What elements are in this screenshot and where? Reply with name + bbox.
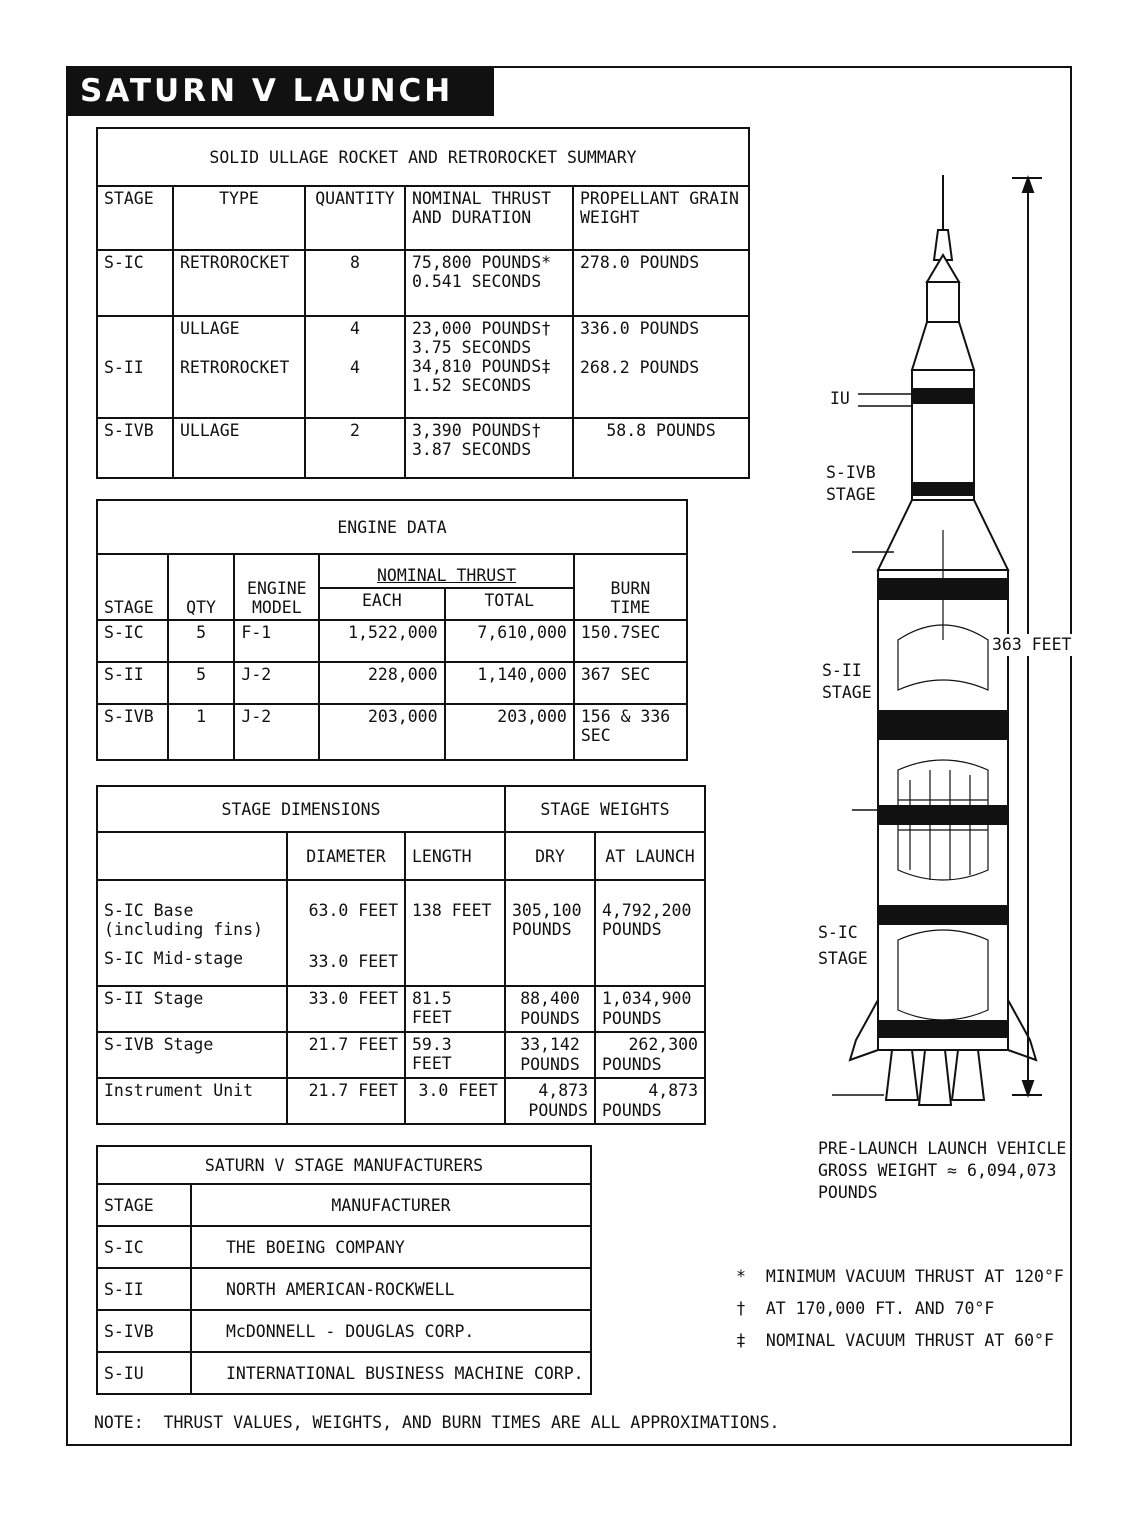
manufacturers-table: SATURN V STAGE MANUFACTURERS STAGE MANUFACTURER S-IC THE BOEING COMPANY S-II NORTH AMERICAN-ROCKWELL S-IVB McDONNELL - DOUGLAS CORP. S-IU INTERNATIONAL BUSINESS MACHINE CORP. <box>96 1145 592 1395</box>
col-thrust: NOMINAL THRUST AND DURATION <box>405 186 573 250</box>
table-row: S-IU INTERNATIONAL BUSINESS MACHINE CORP. <box>97 1352 591 1394</box>
stage-dimensions-table: STAGE DIMENSIONS STAGE WEIGHTS DIAMETER LENGTH DRY AT LAUNCH S-IC Base (including fins) S-IC Mid-stage 63.0 FEET 33.0 FEET 138 FEET 305,100 POUNDS 4,792,200 POUNDS S-II Stage 33.0 FEET 81.5 FEET 88,400 POUNDS 1,034,900 POUNDS S-IVB Stage 21.7 FEET 59.3 FEET 33,142 POUNDS 262,300 POUNDS Instrument Unit 21.7 FEET 3.0 FEET 4,873 POUNDS 4,873 POUNDS <box>96 785 706 1125</box>
footnote: * MINIMUM VACUUM THRUST AT 120°F <box>736 1267 1064 1286</box>
col-quantity: QUANTITY <box>305 186 405 250</box>
table-row: S-IC THE BOEING COMPANY <box>97 1226 591 1268</box>
label-sii: S-II STAGE <box>822 661 872 702</box>
table-row: S-II NORTH AMERICAN-ROCKWELL <box>97 1268 591 1310</box>
label-sivb: S-IVB STAGE <box>826 463 876 504</box>
col-type: TYPE <box>173 186 305 250</box>
label-iu: IU <box>830 389 850 408</box>
page-title: SATURN V LAUNCH VEHICLE <box>66 66 494 116</box>
table-row: S-II Stage 33.0 FEET 81.5 FEET 88,400 POUNDS 1,034,900 POUNDS <box>97 986 705 1032</box>
table-row: S-IVB ULLAGE 2 3,390 POUNDS† 3.87 SECONDS 58.8 POUNDS <box>97 418 749 478</box>
ullage-caption: SOLID ULLAGE ROCKET AND RETROROCKET SUMMARY <box>97 128 749 186</box>
table-row: S-IC 5 F-1 1,522,000 7,610,000 150.7SEC <box>97 620 687 662</box>
sic-band-2 <box>878 905 1008 925</box>
col-stage: STAGE <box>97 186 173 250</box>
iu-band <box>912 388 974 404</box>
table-row: S-IC Base (including fins) S-IC Mid-stage 63.0 FEET 33.0 FEET 138 FEET 305,100 POUNDS 4,792,200 POUNDS <box>97 880 705 986</box>
table-row: S-IVB McDONNELL - DOUGLAS CORP. <box>97 1310 591 1352</box>
table-row: S-IC RETROROCKET 8 75,800 POUNDS* 0.541 SECONDS 278.0 POUNDS <box>97 250 749 316</box>
table-row: S-IVB 1 J-2 203,000 203,000 156 & 336 SEC <box>97 704 687 760</box>
table-row: S-II ULLAGE RETROROCKET 4 4 23,000 POUNDS† 3.75 SECONDS 34,810 POUNDS‡ 1.52 SECONDS 336.0 POUNDS 268.2 POUNDS <box>97 316 749 418</box>
col-grain-weight: PROPELLANT GRAIN WEIGHT <box>573 186 749 250</box>
sii-band-2 <box>878 710 1008 740</box>
footnote: ‡ NOMINAL VACUUM THRUST AT 60°F <box>736 1331 1054 1350</box>
table-row: S-IVB Stage 21.7 FEET 59.3 FEET 33,142 POUNDS 262,300 POUNDS <box>97 1032 705 1078</box>
sivb-band <box>912 482 974 496</box>
table-row: S-II 5 J-2 228,000 1,140,000 367 SEC <box>97 662 687 704</box>
ullage-summary-table <box>96 127 750 479</box>
label-sic: S-IC STAGE <box>818 923 868 968</box>
gross-weight: PRE-LAUNCH LAUNCH VEHICLE GROSS WEIGHT ≈ 6,094,073 POUNDS <box>818 1139 1067 1202</box>
engine-caption: ENGINE DATA <box>97 500 687 554</box>
table-row: Instrument Unit 21.7 FEET 3.0 FEET 4,873 POUNDS 4,873 POUNDS <box>97 1078 705 1124</box>
engine-data-table: ENGINE DATA STAGE QTY ENGINE MODEL NOMINAL THRUST BURN TIME EACH TOTAL S-IC 5 F-1 1,522,000 7,610,000 150.7SEC S-II 5 J-2 228,000 1,140,000 367 SEC S-IVB 1 J-2 203,000 203,000 156 & 336 SEC <box>96 499 688 761</box>
footnote: † AT 170,000 FT. AND 70°F <box>736 1299 995 1318</box>
sic-band-3 <box>878 1020 1008 1038</box>
approximation-note: NOTE: THRUST VALUES, WEIGHTS, AND BURN TIMES ARE ALL APPROXIMATIONS. <box>94 1413 780 1432</box>
label-height: 363 FEET <box>992 635 1072 654</box>
nominal-thrust-header: NOMINAL THRUST <box>319 554 574 588</box>
